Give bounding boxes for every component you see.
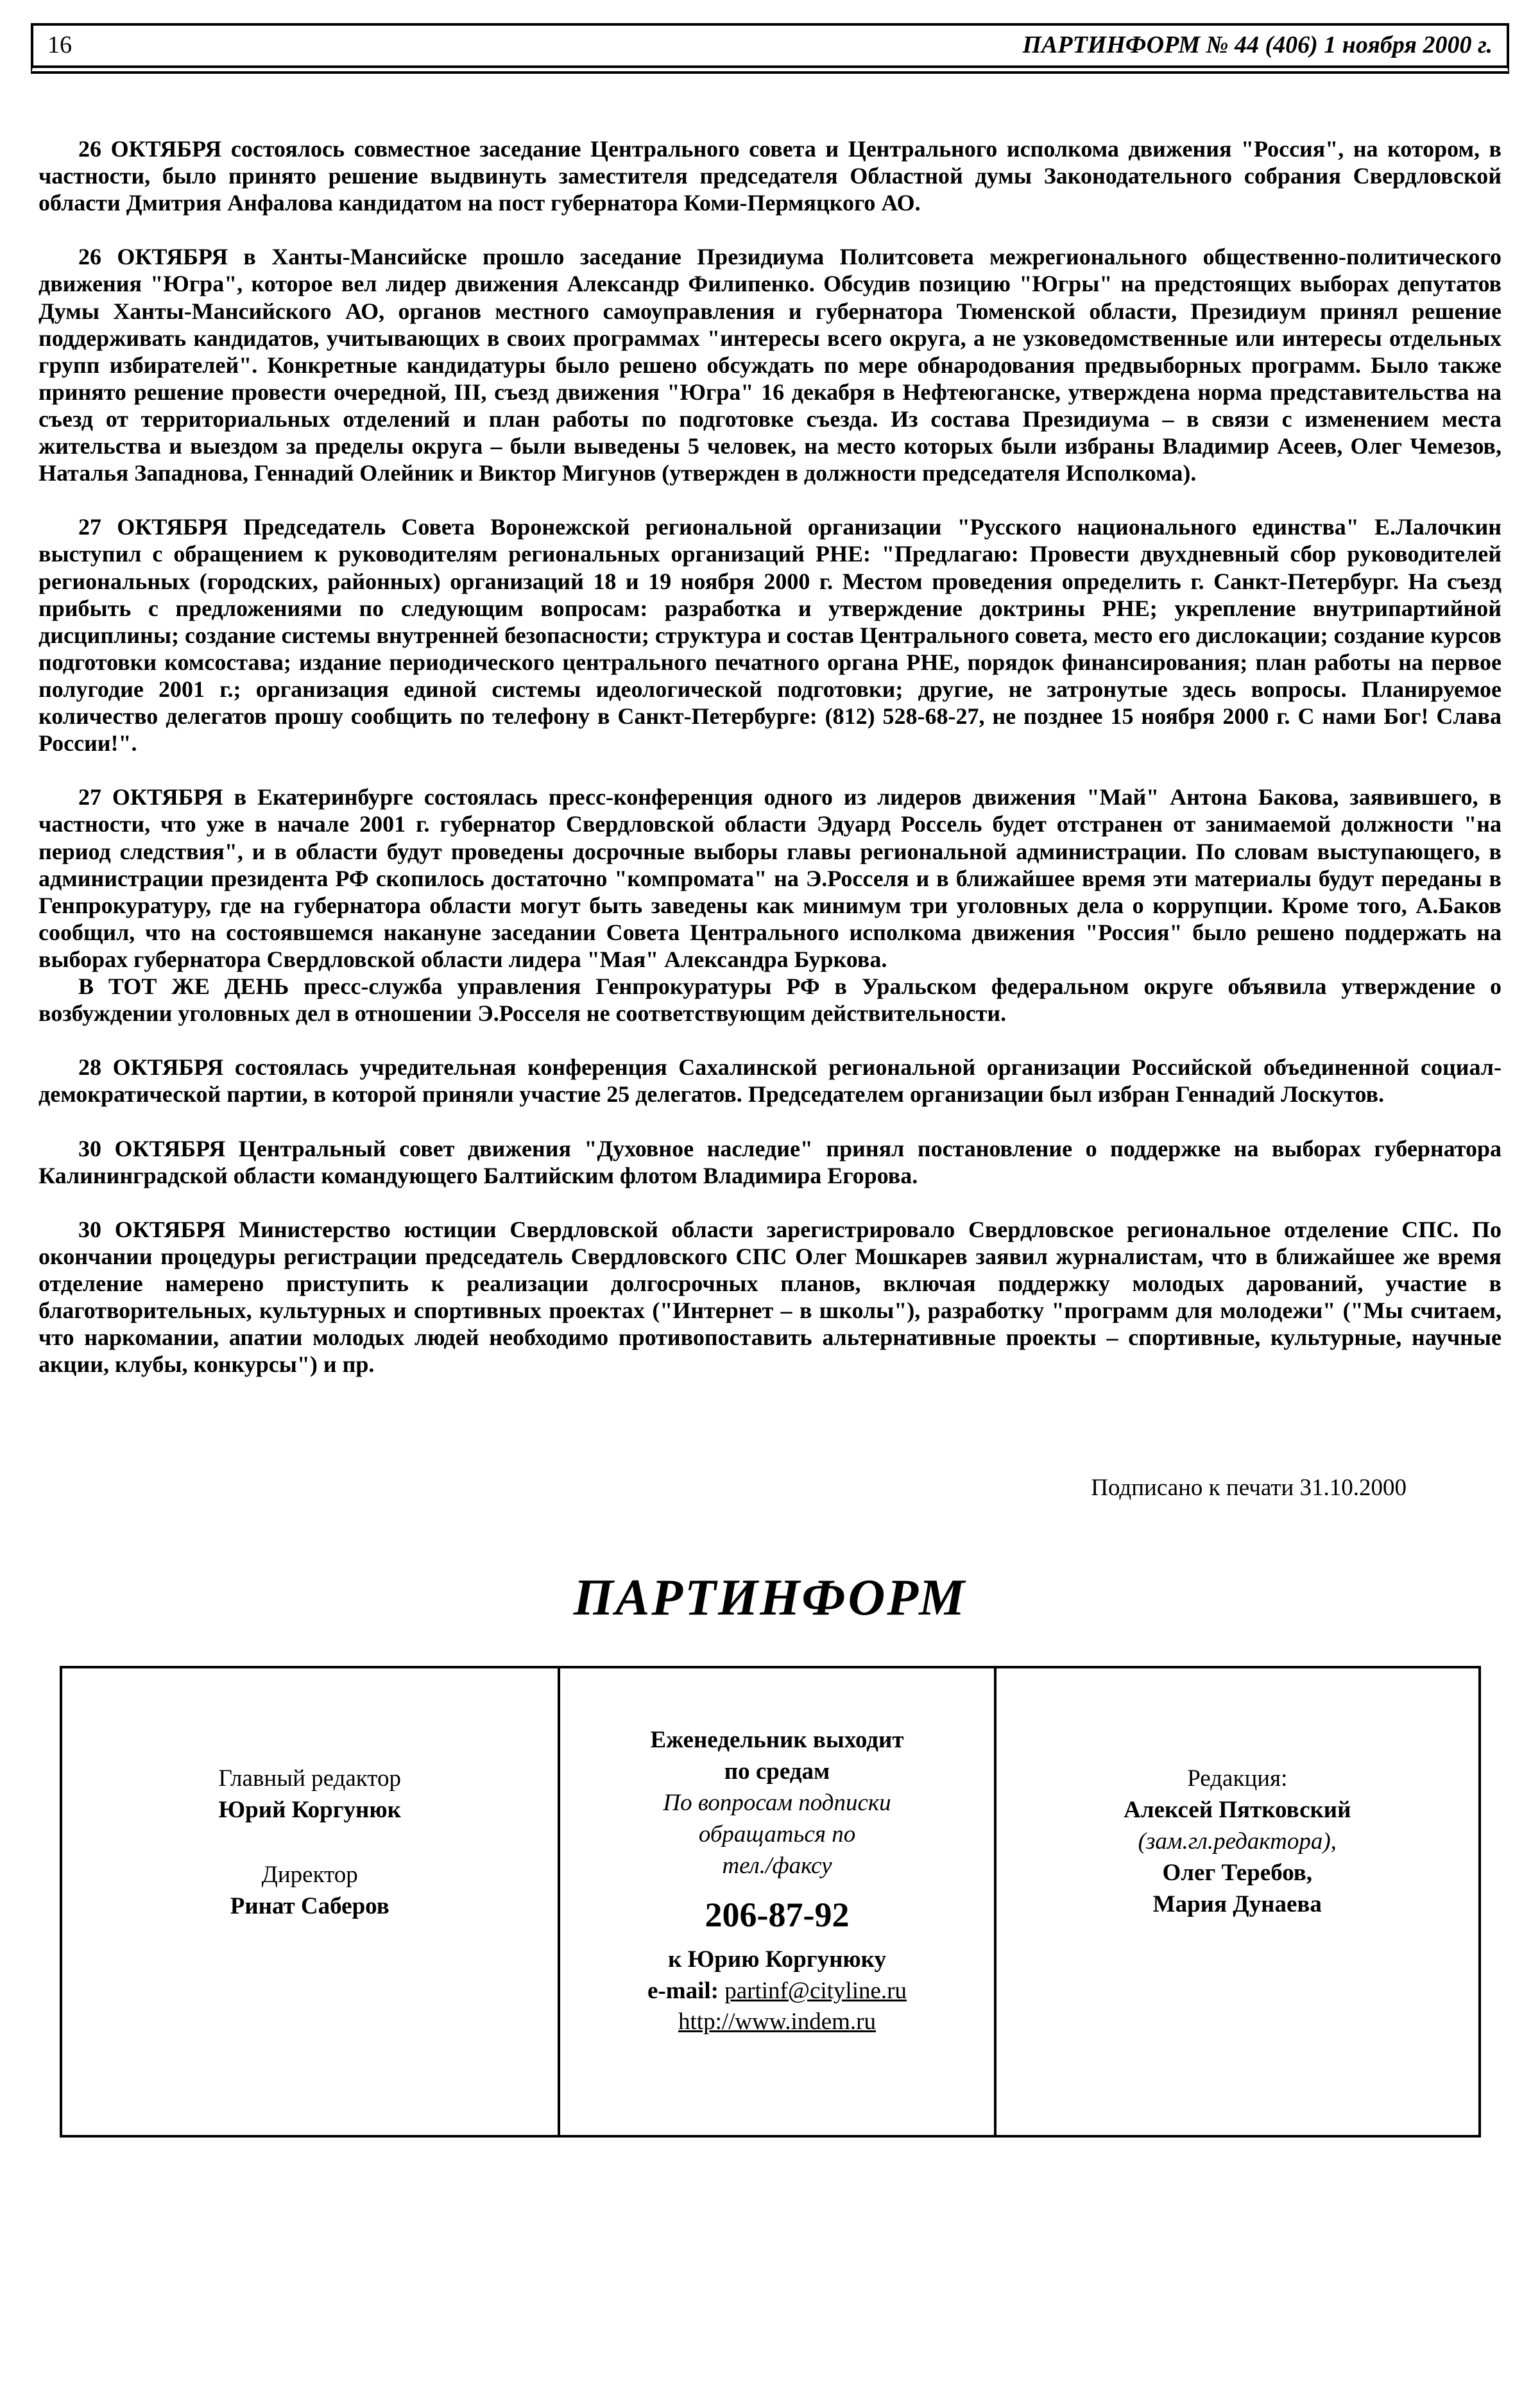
- schedule-line: Еженедельник выходит: [650, 1727, 904, 1754]
- staff-name: Олег Теребов,: [1162, 1859, 1313, 1886]
- contact-person: к Юрию Коргунюку: [668, 1946, 886, 1973]
- staff-name: Мария Дунаева: [1152, 1890, 1322, 1917]
- email-line: [576, 1976, 979, 2007]
- chief-editor-role: Главный редактор: [218, 1765, 401, 1792]
- subscription-line: обращаться по: [698, 1821, 856, 1847]
- imprint-staff-column: [997, 1668, 1478, 2135]
- chief-editor-name: Юрий Коргунюк: [218, 1797, 401, 1824]
- director-role: Директор: [261, 1862, 358, 1889]
- news-paragraph: 27 ОКТЯБРЯ Председатель Совета Воронежской региональной организации "Русского национального единства" Е.Лалочкин выступил с обращением к руководителям региональных организаций РНЕ: "Предлагаю: Провести двухдневный сбор руководителей региональных (городских, районных) организаций 18 и 19 ноября 2000 г. Местом проведения определить г. Санкт-Петербург. На съезд прибыть с предложениями по следующим вопросам: разработка и утверждение доктрины РНЕ; укрепление внутрипартийной дисциплины; создание системы внутренней безопасности; структура и состав Центрального совета, место его дислокации; создание курсов подготовки комсостава; издание периодического центрального печатного органа РНЕ, порядок финансирования; план работы на первое полугодие 2001 г.; организация единой системы идеологической подготовки; другие, не затронутые здесь вопросы. Планируемое количество делегатов прошу сообщить по телефону в Санкт-Петербурге: (812) 528-68-27, не позднее 15 ноября 2000 г. С нами Бог! Слава России!".: [38, 514, 1502, 757]
- page-header: [31, 23, 1509, 74]
- email-link[interactable]: partinf@cityline.ru: [724, 1977, 907, 2004]
- staff-heading: Редакция:: [1187, 1765, 1288, 1792]
- issue-title: ПАРТИНФОРМ № 44 (406) 1 ноября 2000 г.: [1022, 31, 1493, 58]
- news-paragraph: В ТОТ ЖЕ ДЕНЬ пресс-служба управления Генпрокуратуры РФ в Уральском федеральном округе объявила утверждение о возбуждении уголовных дел в отношении Э.Росселя не соответствующим действительности.: [38, 973, 1502, 1027]
- director-name: Ринат Саберов: [230, 1892, 389, 1919]
- email-label: e-mail:: [647, 1977, 719, 2004]
- news-paragraph: 27 ОКТЯБРЯ в Екатеринбурге состоялась пресс-конференция одного из лидеров движения "Май" Антона Бакова, заявившего, в частности, что уже в начале 2001 г. губернатор Свердловской области Эдуард Россель будет отстранен от занимаемой должности "на период следствия", и в области будут проведены досрочные выборы главы региональной администрации. По словам выступающего, в администрации президента РФ скопилось достаточно "компромата" на Э.Росселя и в ближайшее время эти материалы будут переданы в Генпрокуратуру, где на губернатора области могут быть заведены как минимум три уголовных дела о коррупции. Кроме того, А.Баков сообщил, что на состоявшемся накануне заседании Совета Центрального исполкома движения "Россия" было решено поддержать на выборах губернатора Свердловской области лидера "Мая" Александра Буркова.: [38, 784, 1502, 972]
- website-line: [576, 2007, 979, 2038]
- imprint-box: [60, 1666, 1481, 2138]
- page-number: 16: [47, 31, 72, 58]
- news-paragraph: 30 ОКТЯБРЯ Министерство юстиции Свердловской области зарегистрировало Свердловское региональное отделение СПС. По окончании процедуры регистрации председатель Свердловского СПС Олег Мошкарев заявил журналистам, что в ближайшее же время отделение намерено приступить к реализации долгосрочных планов, включая поддержку молодых дарований, участие в благотворительных, культурных и спортивных проектах ("Интернет – в школы"), разработку "программ для молодежи" ("Мы считаем, что наркомании, апатии молодых людей необходимо противопоставить альтернативные проекты – спортивные, культурные, научные акции, клубы, конкурсы") и пр.: [38, 1216, 1502, 1378]
- print-signoff: Подписано к печати 31.10.2000: [1091, 1475, 1407, 1502]
- news-paragraph: 26 ОКТЯБРЯ в Ханты-Мансийске прошло заседание Президиума Политсовета межрегионального общественно-политического движения "Югра", которое вел лидер движения Александр Филипенко. Обсудив позицию "Югры" на предстоящих выборах депутатов Думы Ханты-Мансийского АО, органов местного самоуправления и губернатора Тюменской области, Президиум принял решение поддерживать кандидатов, учитывающих в своих программах "интересы всего округа, а не узковедомственные или интересы отдельных групп избирателей". Конкретные кандидатуры было решено обсуждать по мере обнародования предвыборных программ. Было также принято решение провести очередной, III, съезд движения "Югра" 16 декабря в Нефтеюганске, утверждена норма представительства на съезд от территориальных отделений и план работы по подготовке съезда. Из состава Президиума – в связи с изменением места жительства и выездом за пределы округа – были выведены 5 человек, на место которых были избраны Владимир Асеев, Олег Чемезов, Наталья Западнова, Геннадий Олейник и Виктор Мигунов (утвержден в должности председателя Исполкома).: [38, 244, 1502, 486]
- masthead-title: ПАРТИНФОРМ: [573, 1570, 967, 1627]
- staff-role: (зам.гл.редактора),: [1138, 1828, 1337, 1855]
- subscription-line: тел./факсу: [722, 1852, 832, 1879]
- imprint-editors-column: [62, 1668, 558, 2135]
- news-body: [31, 135, 1509, 1378]
- news-paragraph: 30 ОКТЯБРЯ Центральный совет движения "Духовное наследие" принял постановление о поддержке на выборах губернатора Калининградской области командующего Балтийским флотом Владимира Егорова.: [38, 1135, 1502, 1188]
- subscription-line: По вопросам подписки: [663, 1790, 891, 1817]
- schedule-line: по средам: [724, 1758, 830, 1785]
- news-paragraph: 28 ОКТЯБРЯ состоялась учредительная конференция Сахалинской региональной организации Российской объединенной социал-демократической партии, в которой приняли участие 25 делегатов. Председателем организации был избран Геннадий Лоскутов.: [38, 1054, 1502, 1108]
- news-paragraph: 26 ОКТЯБРЯ состоялось совместное заседание Центрального совета и Центрального исполкома движения "Россия", на котором, в частности, было принято решение выдвинуть заместителя председателя Областной думы Законодательного собрания Свердловской области Дмитрия Анфалова кандидатом на пост губернатора Коми-Пермяцкого АО.: [38, 136, 1502, 216]
- imprint-subscription-column: [558, 1668, 997, 2135]
- staff-name: Алексей Пятковский: [1124, 1797, 1351, 1824]
- phone-number: 206-87-92: [705, 1895, 850, 1934]
- website-link[interactable]: http://www.indem.ru: [678, 2009, 876, 2035]
